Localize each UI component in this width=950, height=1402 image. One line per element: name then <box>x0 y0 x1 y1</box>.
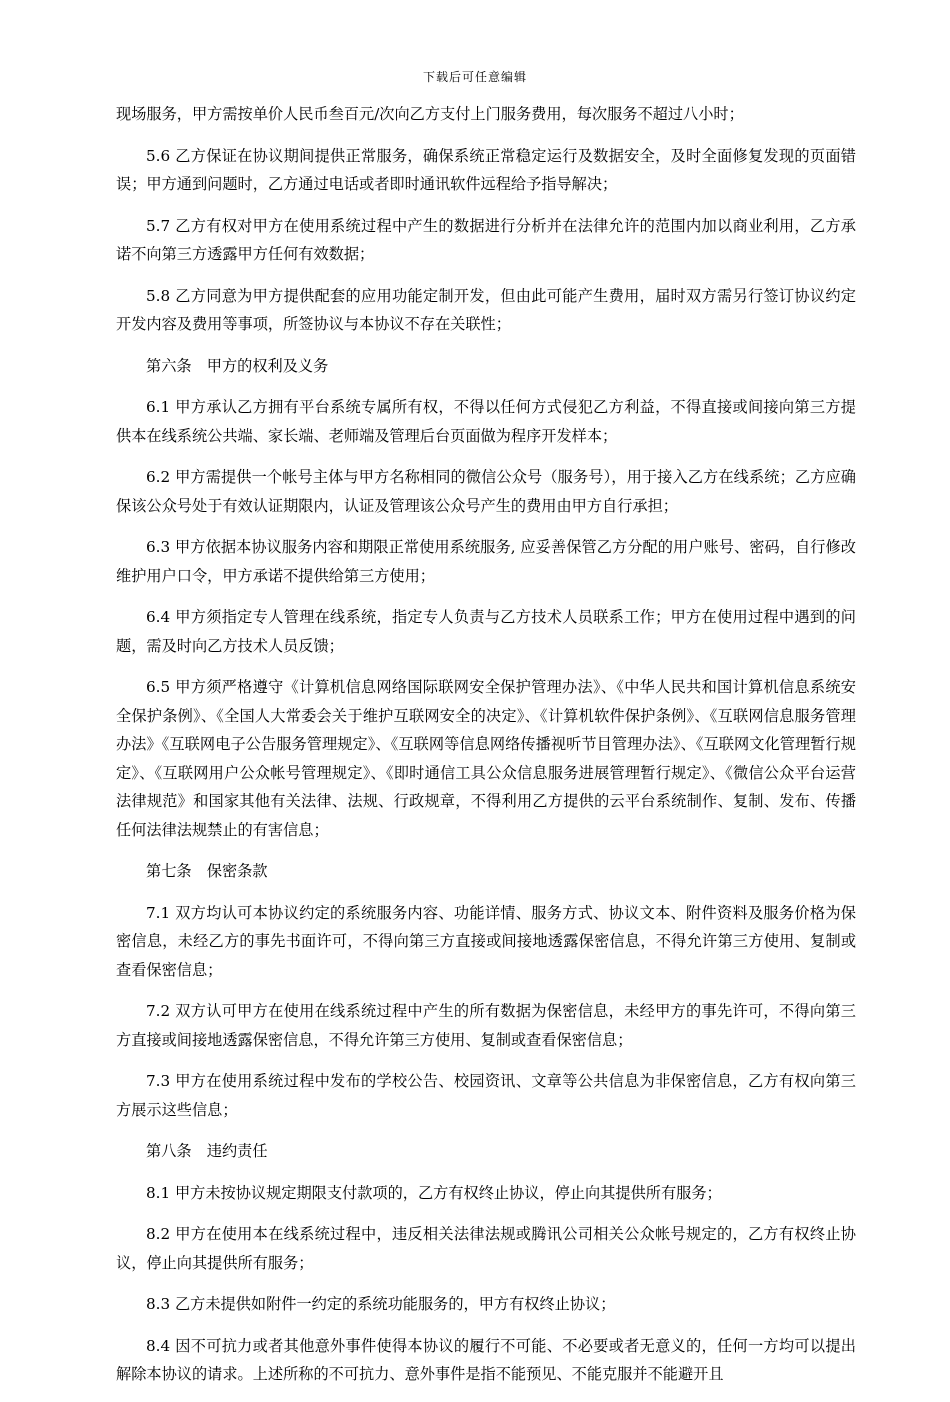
clause-7-3: 7.3 甲方在使用系统过程中发布的学校公告、校园资讯、文章等公共信息为非保密信息，乙方有权向第三方展示这些信息； <box>116 1072 856 1119</box>
clause-8-3: 8.3 乙方未提供如附件一约定的系统功能服务的，甲方有权终止协议； <box>146 1295 616 1313</box>
article-8-heading: 第八条 违约责任 <box>146 1142 268 1160</box>
clause-6-3: 6.3 甲方依据本协议服务内容和期限正常使用系统服务, 应妥善保管乙方分配的用户账号、密码，自行修改维护用户口令，甲方承诺不提供给第三方使用； <box>116 538 856 585</box>
clause-6-4: 6.4 甲方须指定专人管理在线系统，指定专人负责与乙方技术人员联系工作；甲方在使用过程中遇到的问题，需及时向乙方技术人员反馈； <box>116 608 856 655</box>
clause-5-8: 5.8 乙方同意为甲方提供配套的应用功能定制开发，但由此可能产生费用，届时双方需另行签订协议约定开发内容及费用等事项，所签协议与本协议不存在关联性； <box>116 286 856 333</box>
page-header: 下载后可任意编辑 <box>422 70 527 84</box>
clause-6-1: 6.1 甲方承认乙方拥有平台系统专属所有权，不得以任何方式侵犯乙方利益，不得直接或间接向第三方提供本在线系统公共端、家长端、老师端及管理后台页面做为程序开发样本； <box>116 398 856 445</box>
article-6-heading: 第六条 甲方的权利及义务 <box>146 356 329 375</box>
article-7-heading: 第七条 保密条款 <box>146 862 268 880</box>
clause-5-6: 5.6 乙方保证在协议期间提供正常服务，确保系统正常稳定运行及数据安全，及时全面修复发现的页面错误；甲方通到问题时，乙方通过电话或者即时通讯软件远程给予指导解决； <box>116 146 856 193</box>
clause-7-2: 7.2 双方认可甲方在使用在线系统过程中产生的所有数据为保密信息，未经甲方的事先许可，不得向第三方直接或间接地透露保密信息，不得允许第三方使用、复制或查看保密信息； <box>116 1002 856 1049</box>
clause-8-4: 8.4 因不可抗力或者其他意外事件使得本协议的履行不可能、不必要或者无意义的，任何一方均可以提出解除本协议的请求。上述所称的不可抗力、意外事件是指不能预见、不能克服并不能避开且 <box>116 1336 856 1383</box>
clause-7-1: 7.1 双方均认可本协议约定的系统服务内容、功能详情、服务方式、协议文本、附件资料及服务价格为保密信息，未经乙方的事先书面许可，不得向第三方直接或间接地透露保密信息，不得允许第三方使用、复制或查看保密信息； <box>116 903 856 979</box>
clause-6-2: 6.2 甲方需提供一个帐号主体与甲方名称相同的微信公众号（服务号），用于接入乙方在线系统；乙方应确保该公众号处于有效认证期限内，认证及管理该公众号产生的费用由甲方自行承担； <box>116 468 856 515</box>
paragraph-continuation: 现场服务，甲方需按单价人民币叁百元/次向乙方支付上门服务费用，每次服务不超过八小时； <box>116 105 744 123</box>
document-body <box>116 100 856 1402</box>
clause-6-5: 6.5 甲方须严格遵守《计算机信息网络国际联网安全保护管理办法》、《中华人民共和国计算机信息系统安全保护条例》、《全国人大常委会关于维护互联网安全的决定》、《计算机软件保护条例》、《互联网信息服务管理办法》《互联网电子公告服务管理规定》、《互联网等信息网络传播视听节目管理办法》、《互联网文化管理暂行规定》、《互联网用户公众帐号管理规定》、《即时通信工具公众信息服务进展管理暂行规定》、《微信公众平台运营法律规范》和国家其他有关法律、法规、行政规章，不得利用乙方提供的云平台系统制作、复制、发布、传播任何法律法规禁止的有害信息； <box>116 678 856 839</box>
clause-8-2: 8.2 甲方在使用本在线系统过程中，违反相关法律法规或腾讯公司相关公众帐号规定的，乙方有权终止协议，停止向其提供所有服务； <box>116 1225 856 1272</box>
clause-8-1: 8.1 甲方未按协议规定期限支付款项的，乙方有权终止协议，停止向其提供所有服务； <box>146 1183 722 1202</box>
clause-5-7: 5.7 乙方有权对甲方在使用系统过程中产生的数据进行分析并在法律允许的范围内加以商业利用，乙方承诺不向第三方透露甲方任何有效数据； <box>116 216 856 263</box>
